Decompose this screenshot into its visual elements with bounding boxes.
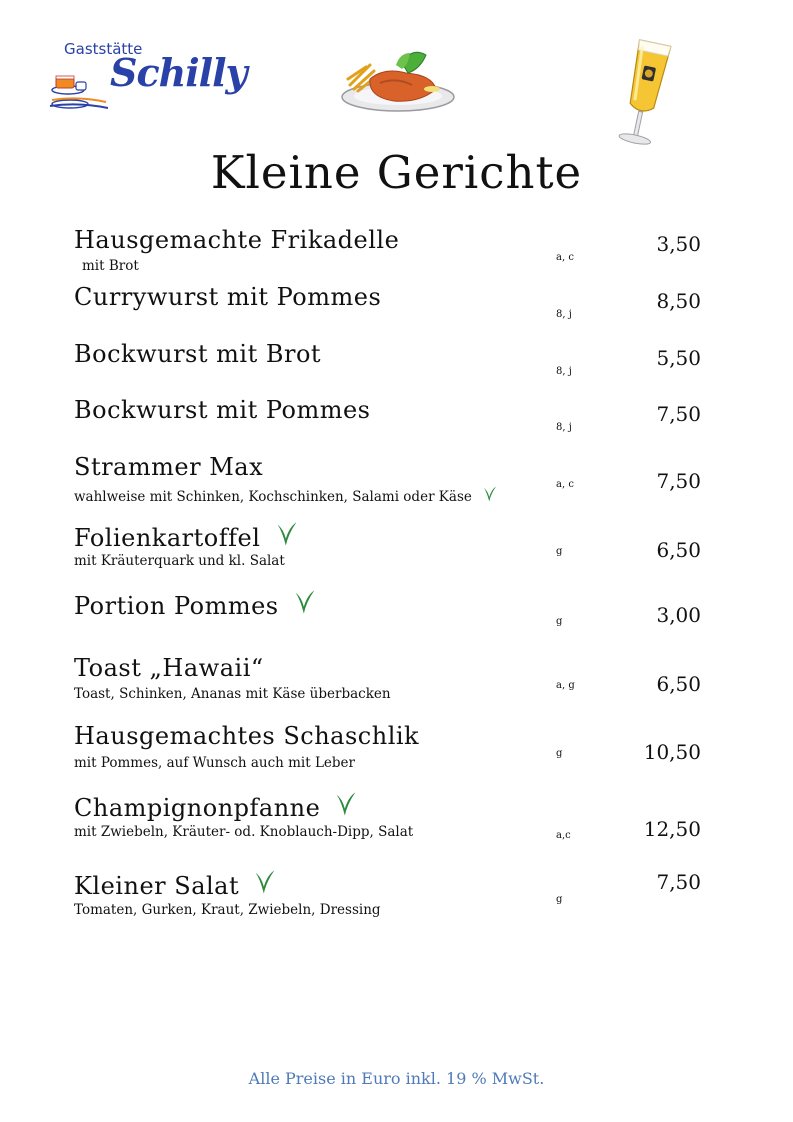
item-name-wrap — [74, 520, 299, 552]
item-allergens: g — [556, 546, 563, 557]
item-description: wahlweise mit Schinken, Kochschinken, Salami oder Käse — [74, 489, 472, 505]
item-name: Champignonpfanne — [74, 794, 321, 822]
item-price: 6,50 — [656, 672, 701, 696]
item-allergens: 8, j — [556, 422, 572, 433]
v-leaf-icon — [293, 588, 317, 616]
page-title: Kleine Gerichte — [210, 146, 583, 199]
item-description: Tomaten, Gurken, Kraut, Zwiebeln, Dressing — [74, 902, 381, 918]
item-price: 12,50 — [643, 817, 701, 841]
item-price: 8,50 — [656, 289, 701, 313]
item-name-wrap — [74, 868, 277, 900]
beer-glass-icon — [608, 36, 680, 154]
item-description-wrap — [74, 485, 498, 505]
item-allergens: g — [556, 616, 563, 627]
item-name: Currywurst mit Pommes — [74, 283, 382, 311]
item-name-wrap — [74, 790, 358, 822]
logo-text-top: Gaststätte — [64, 40, 143, 58]
item-price: 7,50 — [656, 870, 701, 894]
item-name: Kleiner Salat — [74, 872, 240, 900]
item-allergens: a, c — [556, 252, 574, 263]
restaurant-logo — [48, 36, 247, 111]
item-name: Hausgemachtes Schaschlik — [74, 722, 420, 750]
item-price: 3,00 — [656, 603, 701, 627]
item-price: 5,50 — [656, 346, 701, 370]
item-allergens: g — [556, 894, 563, 905]
item-price: 7,50 — [656, 402, 701, 426]
item-allergens: a,c — [556, 830, 571, 841]
item-description: Toast, Schinken, Ananas mit Käse überbacken — [74, 686, 391, 702]
v-leaf-icon — [275, 520, 299, 548]
item-price: 6,50 — [656, 538, 701, 562]
logo-text-script: Schilly — [110, 50, 247, 95]
v-leaf-icon — [334, 790, 358, 818]
item-description: mit Pommes, auf Wunsch auch mit Leber — [74, 755, 355, 771]
item-allergens: a, g — [556, 680, 575, 691]
item-price: 10,50 — [643, 740, 701, 764]
item-name: Bockwurst mit Brot — [74, 340, 322, 368]
item-name-wrap — [74, 588, 317, 620]
item-name: Toast „Hawaii“ — [74, 654, 264, 682]
v-leaf-icon — [482, 485, 498, 503]
item-allergens: a, c — [556, 479, 574, 490]
item-description: mit Brot — [82, 258, 139, 274]
price-note: Alle Preise in Euro inkl. 19 % MwSt. — [248, 1069, 545, 1088]
item-description: mit Zwiebeln, Kräuter- od. Knoblauch-Dipp, Salat — [74, 824, 414, 840]
item-allergens: 8, j — [556, 366, 572, 377]
item-name: Bockwurst mit Pommes — [74, 396, 371, 424]
item-allergens: 8, j — [556, 309, 572, 320]
item-price: 3,50 — [656, 232, 701, 256]
item-name: Portion Pommes — [74, 592, 279, 620]
schnitzel-plate-icon — [340, 45, 456, 117]
item-allergens: g — [556, 748, 563, 759]
item-name: Hausgemachte Frikadelle — [74, 226, 400, 254]
item-price: 7,50 — [656, 469, 701, 493]
v-leaf-icon — [253, 868, 277, 896]
item-name: Strammer Max — [74, 453, 264, 481]
item-description: mit Kräuterquark und kl. Salat — [74, 553, 285, 569]
coffee-cake-icon — [48, 64, 108, 110]
item-name: Folienkartoffel — [74, 524, 261, 552]
